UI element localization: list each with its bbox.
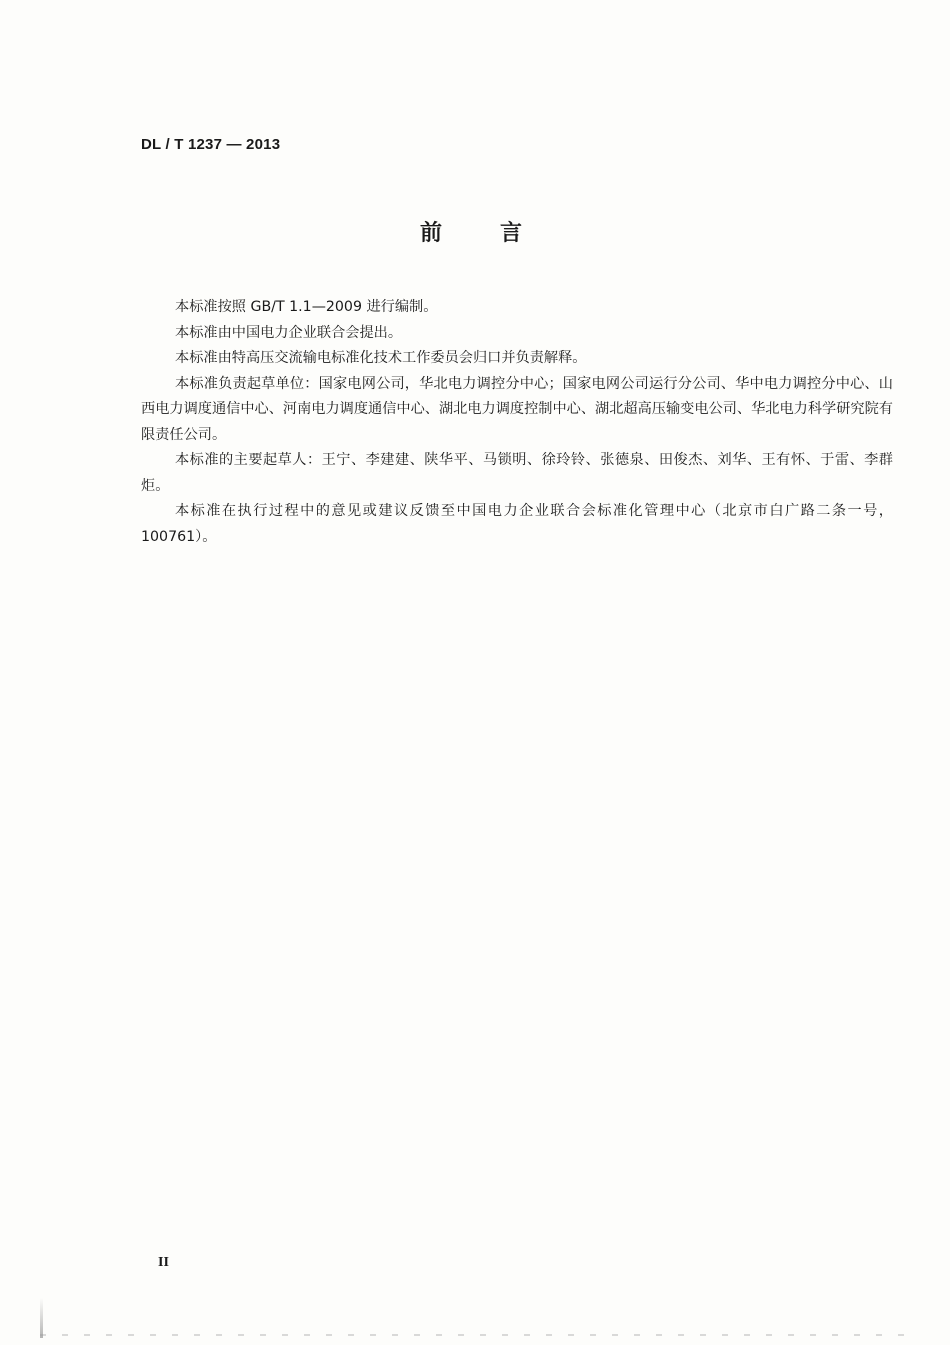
paragraph-proposer: 本标准由中国电力企业联合会提出。 <box>175 324 403 341</box>
paragraph-main-drafters: 本标准的主要起草人：王宁、李建建、陕华平、马锁明、徐玲铃、张德泉、田俊杰、刘华、王有怀、于雷、李群炬。 <box>141 452 893 494</box>
paragraph-feedback-address: 本标准在执行过程中的意见或建议反馈至中国电力企业联合会标准化管理中心（北京市白广路二条一号，100761）。 <box>141 503 893 545</box>
paragraph-drafting-units: 本标准负责起草单位：国家电网公司，华北电力调控分中心；国家电网公司运行分公司、华中电力调控分中心、山西电力调度通信中心、河南电力调度通信中心、湖北电力调度控制中心、湖北超高压输变电公司、华北电力科学研究院有限责任公司。 <box>141 375 893 443</box>
foreword-body <box>141 295 893 550</box>
scan-artifact-edge <box>40 1298 43 1338</box>
scan-artifact-bottom <box>40 1334 920 1336</box>
standard-number: DL / T 1237 — 2013 <box>141 136 281 153</box>
paragraph-responsible-committee: 本标准由特高压交流输电标准化技术工作委员会归口并负责解释。 <box>175 350 587 366</box>
paragraph-compilation-basis: 本标准按照 GB/T 1.1—2009 进行编制。 <box>175 299 438 315</box>
page-number: II <box>158 1255 169 1270</box>
section-title: 前言 <box>419 221 580 246</box>
